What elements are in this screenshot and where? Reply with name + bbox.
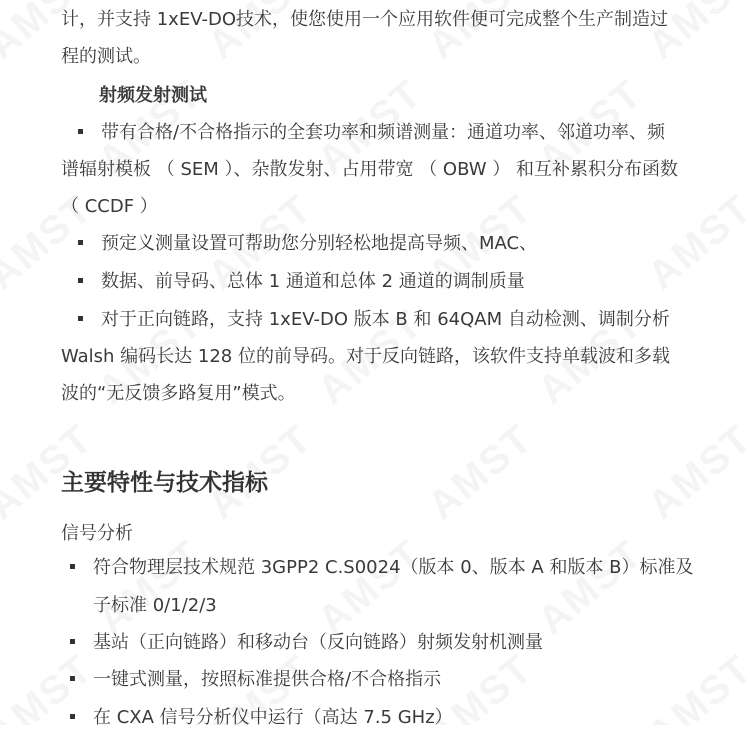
bullet-icon [70,714,75,719]
watermark-logo [640,416,750,528]
bullet-icon [78,129,83,134]
bullet-icon [70,564,75,569]
watermark-logo [640,646,750,725]
bullet-icon [70,639,75,644]
rf-item-1-line-3: （ CCDF ） [61,195,158,219]
rf-item-4-line-1: 对于正向链路，支持 1xEV-DO 版本 B 和 64QAM 自动检测、调制分析 [78,308,670,332]
bullet-icon [70,676,75,681]
rf-item-4-line-2: Walsh 编码长达 128 位的前导码。对于反向链路，该软件支持单载波和多载 [61,345,670,369]
feature-item-1-line-2: 子标准 0/1/2/3 [93,594,217,618]
feature-item-1-line-1: 符合物理层技术规范 3GPP2 C.S0024（版本 0、版本 A 和版本 B）标准及 [70,556,694,580]
rf-item-4-line-3: 波的“无反馈多路复用”模式。 [61,382,296,406]
watermark-logo [90,531,212,643]
rf-item-1-line-2: 谱辐射模板 （ SEM ）、杂散发射、占用带宽 （ OBW ） 和互补累积分布函数 [61,158,678,182]
rf-section-title: 射频发射测试 [99,84,207,108]
intro-line-2: 程的测试。 [61,45,151,69]
watermark-logo [640,186,750,298]
watermark-logo [310,531,432,643]
watermark-logo [420,416,542,528]
features-subheading: 信号分析 [61,519,133,545]
watermark-logo [530,531,652,643]
feature-item-2: 基站（正向链路）和移动台（反向链路）射频发射机测量 [70,631,543,655]
feature-item-4: 在 CXA 信号分析仪中运行（高达 7.5 GHz） [70,706,453,730]
rf-item-3: 数据、前导码、总体 1 通道和总体 2 通道的调制质量 [78,270,525,294]
bullet-icon [78,278,83,283]
feature-item-3: 一键式测量，按照标准提供合格/不合格指示 [70,668,441,692]
features-heading: 主要特性与技术指标 [61,464,268,497]
rf-item-1-line-1: 带有合格/不合格指示的全套功率和频谱测量：通道功率、邻道功率、频 [78,121,665,145]
bullet-icon [78,316,83,321]
rf-item-2: 预定义测量设置可帮助您分别轻松地提高导频、MAC、 [78,232,537,256]
intro-line-1: 计，并支持 1xEV-DO技术，使您使用一个应用软件便可完成整个生产制造过 [61,8,668,32]
bullet-icon [78,240,83,245]
